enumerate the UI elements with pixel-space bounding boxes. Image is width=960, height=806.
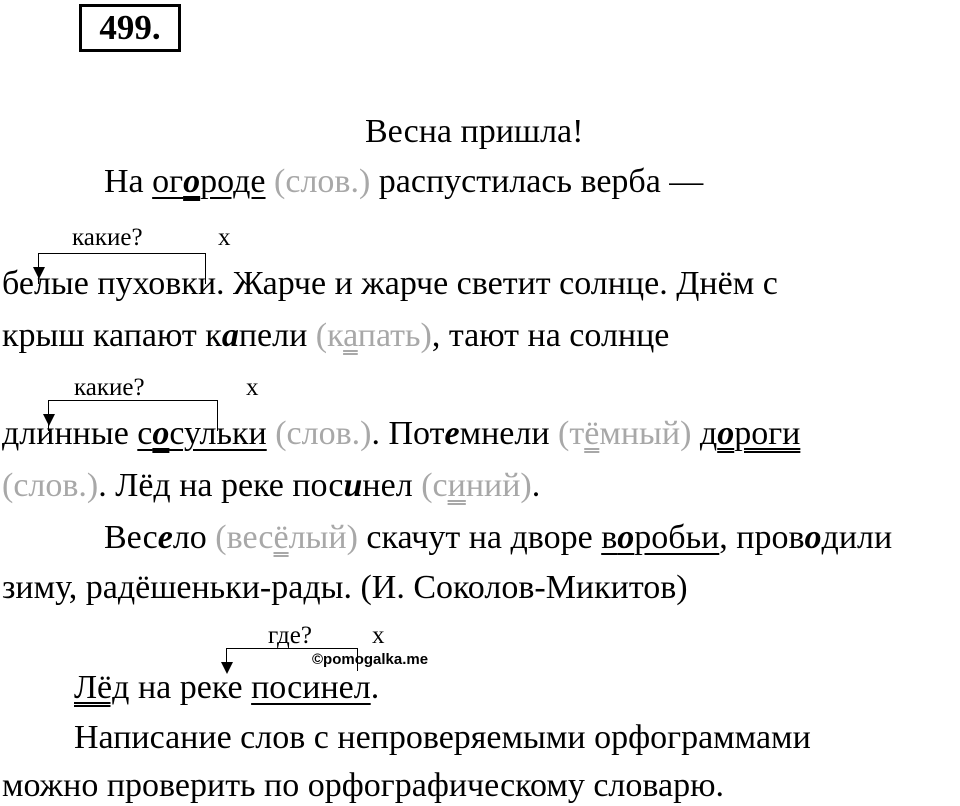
l1-note: (слов.) [265, 163, 371, 200]
l1-p2: распустилась верба — [370, 163, 704, 200]
l6-n2: ё [273, 519, 289, 556]
l8-w1: Лёд [74, 669, 130, 706]
l6-n3: лый) [288, 519, 358, 556]
l1-w1c: роде [200, 163, 266, 200]
l1-w1a: ог [152, 163, 184, 200]
text-line-3 [2, 316, 669, 356]
l4-n4: мный) [599, 415, 700, 452]
l6-p1: Вес [104, 519, 158, 556]
l3-n1: (к [307, 317, 344, 354]
l4-w3c: роги [734, 415, 801, 452]
l1-p1: На [104, 163, 153, 200]
l5-n4: ний) [465, 467, 532, 504]
l6-p3: скачут на дворе [357, 519, 602, 556]
text-line-1 [104, 162, 703, 202]
l6-w3: о [804, 519, 822, 556]
l5-p1: . Лёд на реке пос [98, 467, 344, 504]
question-1-mark: x [218, 224, 231, 251]
l4-w1c: сульки [169, 415, 267, 452]
word-dorogi [700, 415, 800, 452]
l4-p2: . Пот [371, 415, 445, 452]
l8-w2: реке [179, 669, 243, 706]
l4-w2: е [444, 415, 460, 452]
exercise-number-box [79, 4, 181, 52]
l9-p1: Написание слов с непроверяемыми орфограммами [74, 719, 811, 756]
question-2-mark: x [246, 374, 259, 401]
l4-n3: ё [584, 415, 600, 452]
l4-w3b: о [717, 415, 735, 452]
l6-w2c: робьи [634, 519, 720, 556]
text-line-10 [2, 766, 724, 806]
l7-p1: зиму, радёшеньки-рады. (И. Соколов-Микитов) [2, 569, 688, 606]
l8-p1: на [129, 669, 180, 706]
l8-p3 [243, 669, 252, 706]
question-2: какие? [74, 374, 145, 401]
l8-p4: . [370, 669, 380, 706]
l3-p1: крыш капают к [2, 317, 222, 354]
question-1: какие? [72, 224, 143, 251]
word-ogorode [152, 163, 265, 200]
l4-p1: длинные [2, 415, 138, 452]
l6-w2b: о [617, 519, 635, 556]
l3-n2: а [343, 317, 358, 354]
l5-n3: и [447, 467, 466, 504]
l3-w1: а [221, 317, 239, 354]
exercise-number: 499. [99, 8, 161, 47]
l4-w3a: д [699, 415, 718, 452]
l4-n1: (слов.) [266, 415, 372, 452]
l6-p2: ло [172, 519, 216, 556]
question-3-mark: x [372, 622, 385, 649]
word-vorobi [601, 519, 719, 556]
l3-p2: пели [238, 317, 308, 354]
l5-n2: (с [421, 467, 448, 504]
l10-p1: можно проверить по орфографическому словарю. [2, 767, 724, 804]
l6-w1: е [157, 519, 173, 556]
l5-w1: и [343, 467, 363, 504]
watermark: ©pomogalka.me [312, 651, 429, 668]
l4-n2: (т [558, 415, 585, 452]
l5-p3: . [531, 467, 541, 504]
title-text: Весна пришла! [365, 113, 584, 150]
l4-w1a: с [137, 415, 153, 452]
l6-p5: дили [821, 519, 893, 556]
l5-p2: нел [362, 467, 422, 504]
text-line-8 [74, 668, 379, 708]
text-line-4 [2, 414, 800, 454]
l6-p4: , пров [719, 519, 805, 556]
l4-w1b: о [152, 415, 170, 452]
l3-p3: , тают на солнце [431, 317, 670, 354]
text-line-5 [2, 466, 540, 506]
l1-w1b: о [183, 163, 201, 200]
l8-w3: посинел [251, 669, 371, 706]
l3-n3: пать) [357, 317, 432, 354]
text-title [365, 112, 583, 152]
word-sosulki [137, 415, 266, 452]
l6-n1: (вес [215, 519, 274, 556]
l2-p1: белые пуховки. Жарче и жарче светит солнце. Днём с [2, 265, 778, 302]
question-3: где? [268, 622, 312, 649]
text-line-9 [74, 718, 811, 758]
l6-w2a: в [601, 519, 618, 556]
text-line-6 [104, 518, 892, 558]
l5-n1: (слов.) [2, 467, 99, 504]
text-line-7 [2, 568, 688, 608]
text-line-2 [2, 264, 778, 304]
l4-p3: мнели [459, 415, 559, 452]
